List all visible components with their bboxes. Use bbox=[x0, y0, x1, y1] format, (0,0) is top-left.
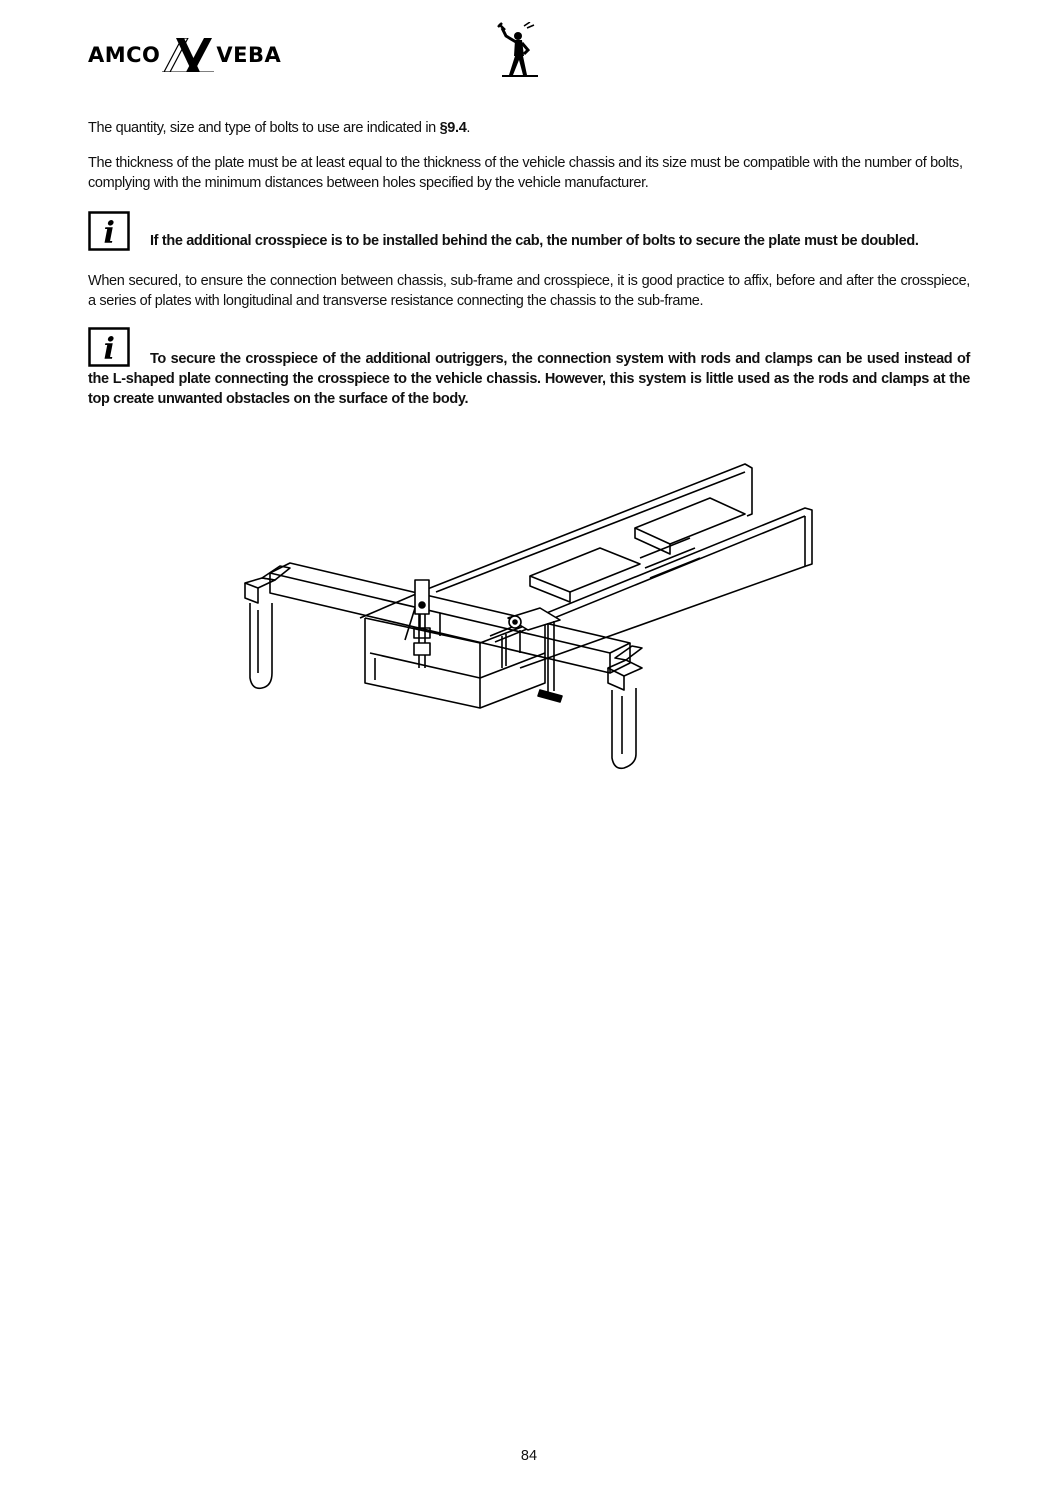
info-icon bbox=[88, 211, 130, 251]
worker-with-wrench-icon bbox=[494, 22, 540, 78]
info-note-rods-clamps bbox=[88, 327, 970, 409]
paragraph-plate-thickness: The thickness of the plate must be at least equal to the thickness of the vehicle chassis and its size must be compatible with the number of bolts, complying with the minimum distances between holes specified by the vehicle manufacturer. bbox=[88, 155, 963, 191]
section-reference: §9.4 bbox=[439, 120, 467, 136]
brand-name-right: VEBA bbox=[216, 43, 282, 67]
amco-veba-logo-icon bbox=[162, 38, 214, 72]
brand-name-left: AMCO bbox=[88, 43, 161, 67]
page-number: 84 bbox=[520, 1448, 538, 1464]
page-header bbox=[88, 22, 970, 82]
svg-text:i: i bbox=[103, 332, 115, 367]
svg-text:i: i bbox=[103, 216, 115, 251]
info-icon bbox=[88, 327, 130, 367]
paragraph-bolts: The quantity, size and type of bolts to use are indicated in §9.4. bbox=[88, 120, 471, 136]
info-note-cab bbox=[88, 211, 970, 251]
note-text: To secure the crosspiece of the additional outriggers, the connection system with rods and clamps can be used instead of the L-shaped plate connecting the crosspiece to the vehicle chassis. However, this system is little used as the rods and clamps at the top create unwanted obstacles on the surface of the body. bbox=[88, 351, 970, 407]
note-text: If the additional crosspiece is to be installed behind the cab, the number of bolts to secure the plate must be doubled. bbox=[150, 233, 919, 249]
chassis-crosspiece-rods-clamps-drawing bbox=[240, 458, 820, 773]
brand-logo bbox=[88, 38, 281, 72]
page-content bbox=[88, 118, 970, 429]
paragraph-securing: When secured, to ensure the connection between chassis, sub-frame and crosspiece, it is good practice to affix, before and after the crosspiece, a series of plates with longitudinal and transverse resistance connecting the chassis to the sub-frame. bbox=[88, 273, 970, 309]
